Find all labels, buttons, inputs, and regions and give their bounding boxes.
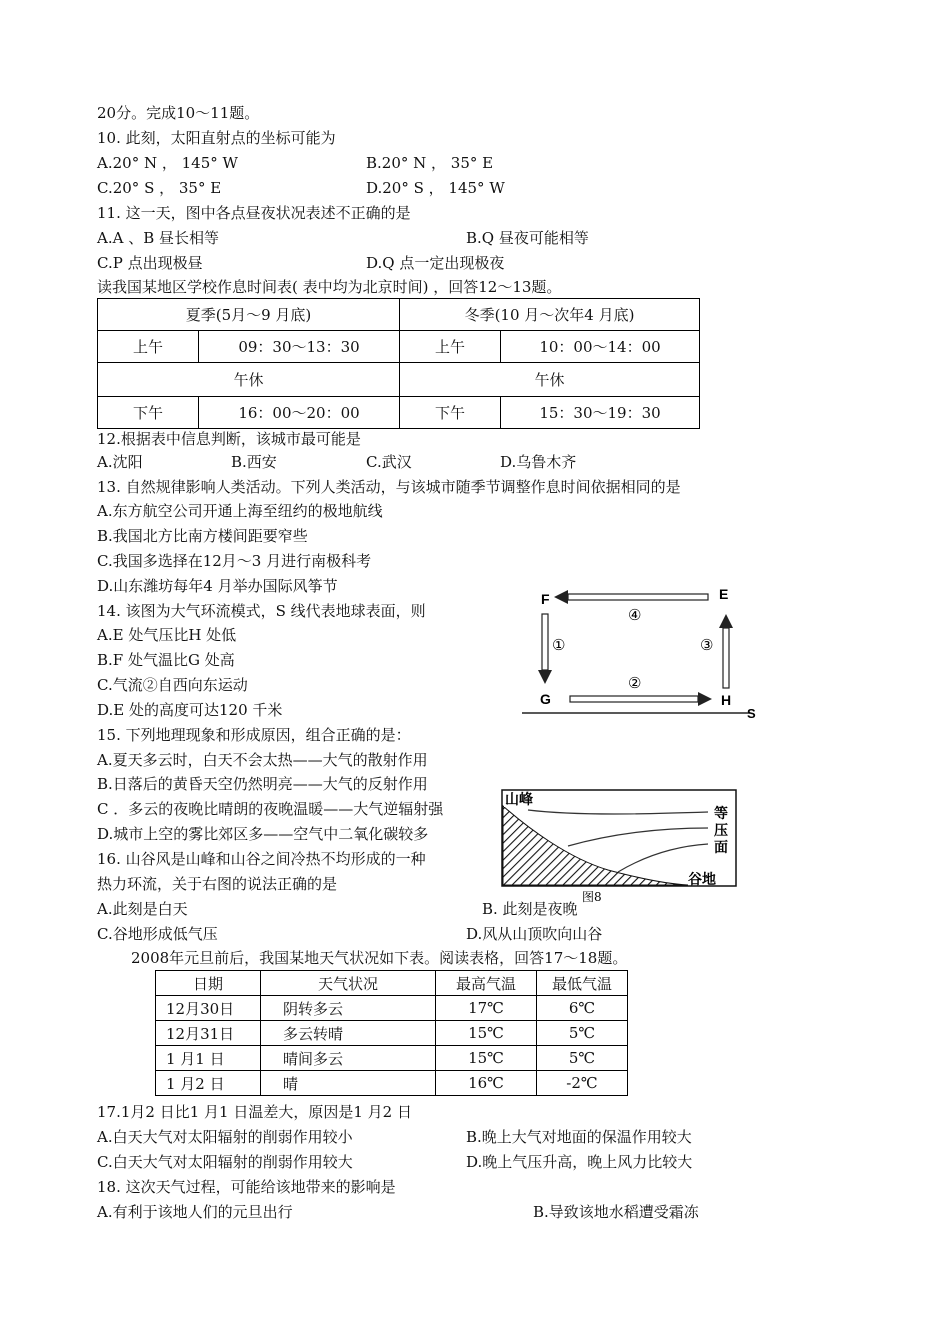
option-11a: A.A 、B 昼长相等 [97,229,219,247]
winter-am-time: 10：00～14：00 [501,331,700,363]
weather-high: 16℃ [436,1071,537,1096]
table-row [156,1046,628,1071]
label-S: S [747,706,756,720]
option-17b: B.晚上大气对地面的保温作用较大 [466,1128,692,1146]
winter-pm-time: 15：30～19：30 [501,397,700,429]
figure-caption: 图8 [582,890,602,904]
label-E: E [719,586,729,602]
summer-pm-label: 下午 [98,397,199,429]
weather-header-condition: 天气状况 [261,971,436,996]
weather-date: 1 月2 日 [156,1071,261,1096]
isobar-label-2: 压 [714,823,728,839]
weather-high: 15℃ [436,1046,537,1071]
question-12: 12.根据表中信息判断，该城市最可能是 [97,430,361,448]
weather-date: 12月30日 [156,996,261,1021]
text-line: 20分。完成10～11题。 [97,104,260,122]
table-row [156,1021,628,1046]
label-G: G [540,691,551,707]
option-16c: C.谷地形成低气压 [97,925,218,943]
label-H: H [721,692,732,708]
option-10b: B.20° N ， 35° E [366,154,494,172]
option-17d: D.晚上气压升高，晚上风力比较大 [466,1153,693,1171]
weather-date: 1 月1 日 [156,1046,261,1071]
summer-pm-time: 16：00～20：00 [199,397,400,429]
intro-17: 2008年元旦前后，我国某地天气状况如下表。阅读表格，回答17～18题。 [131,949,628,967]
question-18: 18. 这次天气过程，可能给该地带来的影响是 [97,1178,396,1196]
option-14a: A.E 处气压比H 处低 [97,626,237,644]
option-15b: B.日落后的黄昏天空仍然明亮——大气的反射作用 [97,775,428,793]
option-10d: D.20° S ， 145° W [366,179,505,197]
winter-noon: 午休 [400,363,700,397]
winter-am-label: 上午 [400,331,501,363]
valley-label: 谷地 [688,872,716,888]
option-11c: C.P 点出现极昼 [97,254,203,272]
weather-condition: 阴转多云 [261,996,436,1021]
option-15d: D.城市上空的雾比郊区多——空气中二氧化碳较多 [97,825,429,843]
table-row [156,996,628,1021]
option-12b: B.西安 [231,453,277,471]
valley-diagram [498,788,740,908]
arrow-4 [554,590,708,604]
label-circle-4: ④ [628,606,642,624]
summer-header: 夏季(5月～9 月底) [98,299,400,331]
label-circle-2: ② [628,674,642,692]
option-18a: A.有利于该地人们的元旦出行 [97,1203,293,1221]
question-17: 17.1月2 日比1 月1 日温差大，原因是1 月2 日 [97,1103,412,1121]
label-circle-1: ① [552,636,566,654]
weather-low: 6℃ [537,996,628,1021]
weather-high: 15℃ [436,1021,537,1046]
winter-header: 冬季(10 月～次年4 月底) [400,299,700,331]
isobar-label-3: 面 [714,840,728,856]
isobar-label-1: 等 [714,806,728,822]
option-12a: A.沈阳 [97,453,143,471]
option-14c: C.气流②自西向东运动 [97,676,248,694]
option-11b: B.Q 昼夜可能相等 [466,229,589,247]
option-15a: A.夏天多云时，白天不会太热——大气的散射作用 [97,751,428,769]
option-13c: C.我国多选择在12月～3 月进行南极科考 [97,552,372,570]
winter-pm-label: 下午 [400,397,501,429]
question-13: 13. 自然规律影响人类活动。下列人类活动，与该城市随季节调整作息时间依据相同的是 [97,478,681,496]
option-10a: A.20° N ， 145° W [97,154,238,172]
option-13a: A.东方航空公司开通上海至纽约的极地航线 [97,502,383,520]
option-16d: D.风从山顶吹向山谷 [466,925,603,943]
circulation-diagram [518,580,763,720]
question-16-cont: 热力环流，关于右图的说法正确的是 [97,875,338,893]
option-17a: A.白天大气对太阳辐射的削弱作用较小 [97,1128,353,1146]
weather-header-low: 最低气温 [537,971,628,996]
weather-header-date: 日期 [156,971,261,996]
label-circle-3: ③ [700,636,714,654]
peak-label: 山峰 [505,792,533,808]
option-16a: A.此刻是白天 [97,900,188,918]
schedule-table [97,298,700,429]
summer-am-label: 上午 [98,331,199,363]
option-12d: D.乌鲁木齐 [500,453,577,471]
weather-low: -2℃ [537,1071,628,1096]
option-17c: C.白天大气对太阳辐射的削弱作用较大 [97,1153,353,1171]
option-10c: C.20° S ， 35° E [97,179,222,197]
weather-condition: 晴间多云 [261,1046,436,1071]
option-16b: B. 此刻是夜晚 [482,900,578,918]
weather-low: 5℃ [537,1021,628,1046]
weather-condition: 晴 [261,1071,436,1096]
option-13d: D.山东潍坊每年4 月举办国际风筝节 [97,577,338,595]
weather-date: 12月31日 [156,1021,261,1046]
option-14d: D.E 处的高度可达120 千米 [97,701,283,719]
table-row [156,1071,628,1096]
arrow-3 [719,614,733,688]
question-15: 15. 下列地理现象和形成原因，组合正确的是： [97,726,411,744]
question-14: 14. 该图为大气环流模式，S 线代表地球表面，则 [97,602,426,620]
weather-table [155,970,628,1096]
summer-am-time: 09：30～13：30 [199,331,400,363]
summer-noon: 午休 [98,363,400,397]
weather-high: 17℃ [436,996,537,1021]
question-11: 11. 这一天，图中各点昼夜状况表述不正确的是 [97,204,411,222]
option-14b: B.F 处气温比G 处高 [97,651,235,669]
option-15c: C ．多云的夜晚比晴朗的夜晚温暖——大气逆辐射强 [97,800,444,818]
weather-low: 5℃ [537,1046,628,1071]
label-F: F [541,591,550,607]
weather-header-high: 最高气温 [436,971,537,996]
option-18b: B.导致该地水稻遭受霜冻 [533,1203,699,1221]
option-13b: B.我国北方比南方楼间距要窄些 [97,527,308,545]
weather-condition: 多云转晴 [261,1021,436,1046]
arrow-1 [538,614,552,684]
arrow-2 [570,692,712,706]
question-16: 16. 山谷风是山峰和山谷之间冷热不均形成的一种 [97,850,426,868]
option-11d: D.Q 点一定出现极夜 [366,254,505,272]
intro-12: 读我国某地区学校作息时间表( 表中均为北京时间) ，回答12～13题。 [97,278,562,296]
option-12c: C.武汉 [366,453,412,471]
question-10: 10. 此刻，太阳直射点的坐标可能为 [97,129,336,147]
